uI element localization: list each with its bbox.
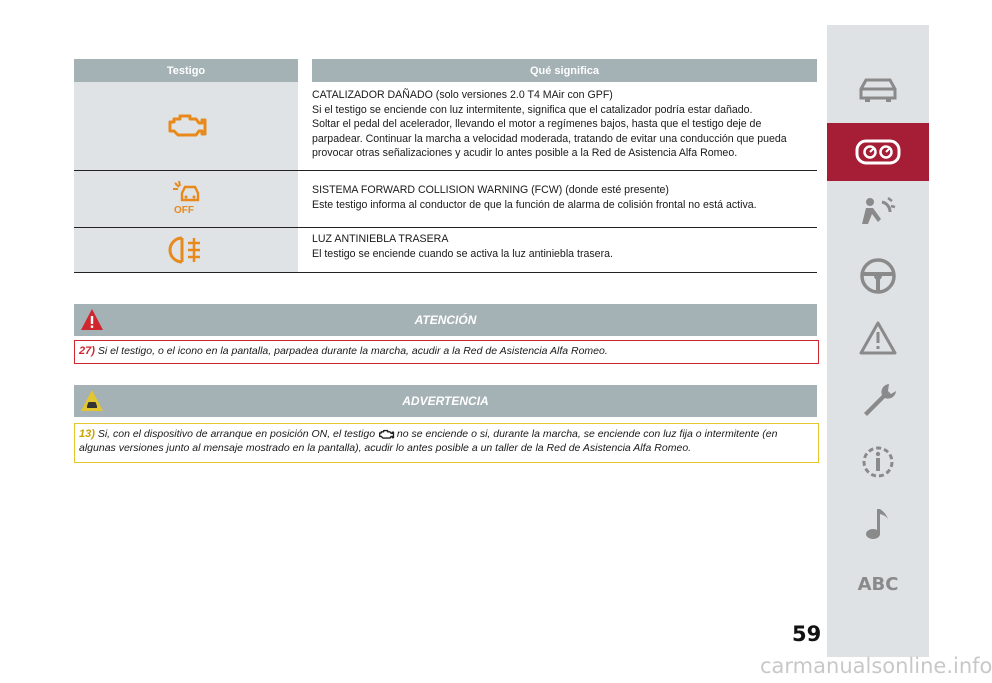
dashboard-icon [855, 139, 901, 165]
sidebar-item-starting-driving[interactable] [827, 247, 929, 305]
row-text: Este testigo informa al conductor de que la función de alarma de colisión frontal no está activa. [312, 198, 757, 211]
table-row [74, 82, 817, 171]
caution-car-triangle-icon [80, 389, 104, 413]
sidebar-item-dashboard[interactable] [827, 123, 929, 181]
advertencia-title: ADVERTENCIA [402, 394, 489, 408]
row-title: LUZ ANTINIEBLA TRASERA [312, 233, 449, 245]
atencion-header [74, 304, 817, 336]
table-row [74, 171, 817, 228]
steering-wheel-icon [859, 257, 897, 295]
sidebar-item-maintenance[interactable] [827, 371, 929, 429]
row-text: Si el testigo se enciende con luz intermitente, significa que el catalizador podría estar dañado. [312, 103, 753, 116]
warning-triangle-icon [858, 320, 898, 356]
sidebar-item-index[interactable] [827, 555, 929, 613]
warning-lights-table [74, 59, 817, 273]
page-number: 59 [792, 622, 822, 646]
wrench-icon [859, 381, 897, 419]
danger-triangle-icon [80, 308, 104, 332]
engine-check-icon [378, 429, 394, 440]
sidebar-item-car[interactable] [827, 60, 929, 118]
table-row [74, 228, 817, 273]
row-text: El testigo se enciende cuando se activa la luz antiniebla trasera. [312, 247, 613, 260]
table-header [74, 59, 817, 82]
sidebar-item-safety[interactable] [827, 185, 929, 243]
watermark: carmanualsonline.info [760, 654, 992, 678]
note-number: 27) [79, 345, 95, 357]
car-icon [857, 75, 899, 103]
advertencia-text-after: no se enciende o si, durante la marcha, se enciende con luz fija o intermitente (en algunas versiones junto al mensaje mostrado en la pantalla), acudir lo antes posible a un taller de la Red de Asistencia Alfa Romeo. [79, 428, 778, 454]
row-title: CATALIZADOR DAÑADO (solo versiones 2.0 T4 MAir con GPF) [312, 89, 613, 101]
engine-check-icon [166, 112, 206, 140]
atencion-title: ATENCIÓN [414, 313, 477, 327]
forward-collision-off-icon [169, 179, 203, 219]
music-note-icon [863, 506, 893, 542]
row-title: SISTEMA FORWARD COLLISION WARNING (FCW) (donde esté presente) [312, 184, 669, 196]
advertencia-text-before: Si, con el dispositivo de arranque en posición ON, el testigo [97, 428, 376, 440]
row-text: Soltar el pedal del acelerador, llevando el motor a regímenes bajos, hasta que el testigo deje de parpadear. Continuar la marcha a velocidad moderada, tratando de evitar una conducción que pueda provocar otras señalizaciones y acudir lo antes posible a la Red de Asistencia Alfa Romeo. [312, 118, 787, 159]
seat-airbag-icon [858, 196, 898, 232]
note-number: 13) [79, 428, 95, 440]
sidebar-item-technical-data[interactable] [827, 433, 929, 491]
sidebar-item-multimedia[interactable] [827, 495, 929, 553]
header-que-significa: Qué significa [298, 59, 817, 82]
technical-info-icon [858, 442, 898, 482]
rear-fog-light-icon [168, 235, 204, 265]
advertencia-body [74, 423, 819, 463]
abc-index-icon: ABC [857, 573, 899, 595]
atencion-body [74, 340, 819, 364]
header-testigo: Testigo [166, 64, 206, 77]
sidebar-item-emergency[interactable] [827, 309, 929, 367]
chapter-sidebar [827, 25, 929, 657]
off-label: OFF [174, 205, 194, 216]
atencion-text: Si el testigo, o el icono en la pantalla, parpadea durante la marcha, acudir a la Red de Asistencia Alfa Romeo. [97, 345, 608, 357]
advertencia-header [74, 385, 817, 417]
